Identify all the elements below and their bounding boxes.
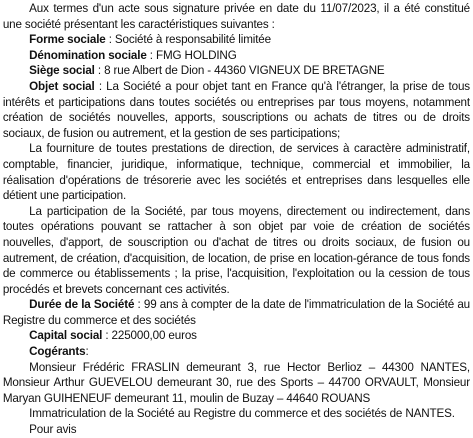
cogerants-paragraph: Monsieur Frédéric FRASLIN demeurant 3, rue Hector Berlioz – 44300 NANTES, Monsieur Arthur GUEVELOU demeurant 30, rue des Sports – 44700 ORVAULT, Monsieur Maryan GUIHENEUF demeurant 11, moulin de Buzay – 44640 ROUANS bbox=[2, 359, 470, 405]
objet-social-label: Objet social bbox=[29, 78, 95, 93]
denomination-value: : FMG HOLDING bbox=[146, 47, 237, 62]
cogerants-colon: : bbox=[85, 344, 89, 359]
denomination-label: Dénomination sociale bbox=[29, 47, 147, 62]
duree-label: Durée de la Société bbox=[29, 297, 135, 312]
capital-value: : 225000,00 euros bbox=[102, 328, 197, 343]
duree-paragraph bbox=[3, 297, 470, 328]
closing-line: Pour avis bbox=[29, 422, 77, 437]
intro-paragraph: Aux termes d'un acte sous signature privée en date du 11/07/2023, il a été constitué une société présentant les caractéristiques suivantes : bbox=[2, 1, 470, 31]
forme-sociale-label: Forme sociale bbox=[29, 32, 106, 47]
siege-social-label: Siège social bbox=[29, 63, 95, 78]
objet-social-paragraph bbox=[3, 79, 470, 141]
denomination-line bbox=[3, 48, 470, 64]
forme-sociale-value: : Société à responsabilité limitée bbox=[105, 32, 271, 47]
forme-sociale-line bbox=[3, 32, 470, 48]
capital-line bbox=[3, 328, 470, 344]
immatriculation-paragraph: Immatriculation de la Société au Registre du commerce et des sociétés de NANTES. bbox=[29, 406, 455, 421]
siege-social-line bbox=[3, 63, 470, 79]
cogerants-line bbox=[3, 344, 470, 360]
duree-value: : 99 ans à compter de la date de l'immatriculation de la Société au Registre du commerce et des sociétés bbox=[2, 297, 470, 327]
participation-paragraph: La participation de la Société, par tous moyens, directement ou indirectement, dans toutes opérations pouvant se rattacher à son objet par voie de création de sociétés nouvelles, d'apport, de souscription ou d'achat de titres ou droits sociaux, de fusion ou autrement, de création, d'acquisition, de location, de prise en location-gérance de tous fonds de commerce ou établissements ; la prise, l'acquisition, l'exploitation ou la cession de tous procédés et brevets concernant ces activités. bbox=[2, 203, 470, 296]
capital-label: Capital social bbox=[29, 328, 103, 343]
fourniture-paragraph: La fourniture de toutes prestations de direction, de services à caractère administratif, comptable, financier, juridique, informatique, technique, commercial et immobilier, la réalisation d'opérations de trésorerie avec les sociétés et entreprises dans lesquelles elle détient une participation. bbox=[2, 141, 470, 203]
objet-social-value: : La Société a pour objet tant en France qu'à l'étranger, la prise de tous intérêts et participations dans toutes sociétés ou entreprises par tous moyens, notamment création de sociétés nouvelles, apports, souscriptions ou achats de titres ou de droits sociaux, de fusion ou autrement, et la gestion de ses participations; bbox=[2, 78, 470, 140]
cogerants-label: Cogérants bbox=[29, 344, 86, 359]
siege-social-value: : 8 rue Albert de Dion - 44360 VIGNEUX DE BRETAGNE bbox=[94, 63, 385, 78]
